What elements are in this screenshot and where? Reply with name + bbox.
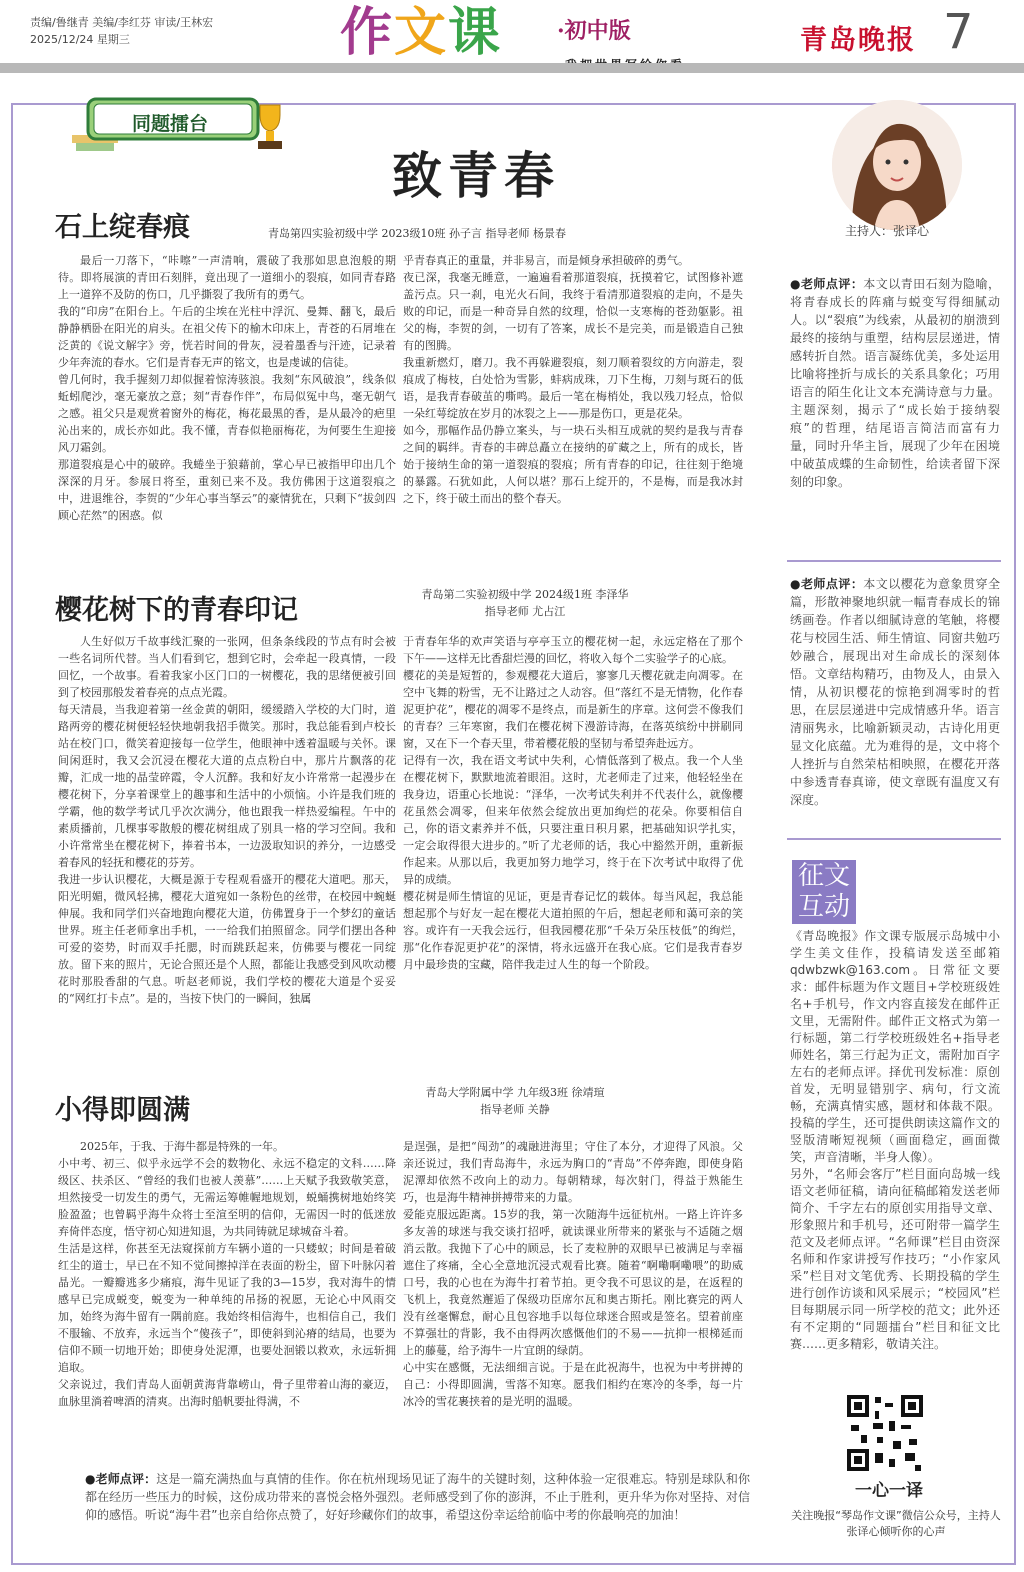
article-byline-3b: 指导老师 关静 xyxy=(480,1103,550,1116)
teacher-comment-text: 这是一篇充满热血与真情的佳作。你在杭州现场见证了海牛的关键时刻，这种体验一定很难忘。特别是球队和你都在经历一些压力的时候，这份成功带来的喜悦会格外强烈。老师感受到了你的澎湃，不止于胜利，更升华为你对坚持、对信仰的感悟。听说“海牛君”也亲自给你点赞了，好好珍藏你们的故事，希望这份幸运给前临中考的你最响亮的加油！ xyxy=(85,1472,750,1522)
teacher-comment-2 xyxy=(790,575,1000,817)
article-3-column-2: 是逞强，是把“闯劲”的魂融进海里；守住了本分，才迎得了风浪。父亲还说过，我们青岛海牛，永远为胸口的“青岛”不停奔跑，即使身陷泥潭却依然不改向上的动力。每朝精球，每次射门，得益于熟能生巧，也是海牛精神拼搏带来的力量。 爱能克服远距离。15岁的我，第一次随海牛远征杭州。一路上许许多多友善的球迷与我交谈打招呼，就读课业所带来的紧张与不适随之烟消云散。我抛下了心中的顾忌，长了麦粒肿的双眼早已被满足与幸福遮住了疼痛，全心全意地沉浸式观看比赛。随着“啊嘞啊嘞喂”的助威口号，我的心也在为海牛打着节拍。更令我不可思议的是，在返程的飞机上，我竟然邂逅了保级功臣席尔瓦和奥古斯托。刚比赛完的两人没有丝毫懈怠，耐心且包容地手以每位球迷合照或是签名。望着前座不算强壮的背影，我不由得两次感慨他们的不易——抗抑一根梯延而上的藤蔓，给予海牛一片宜朗的绿荫。 心中实在感慨，无法细细言说。于是在此祝海牛，也祝为中考拼搏的自己：小得即圆满，雪落不知寒。愿我们相约在寒冷的冬季，每一片冰冷的雪花裹挟着的是光明的温暖。 xyxy=(403,1140,743,1408)
qr-code-icon xyxy=(845,1393,925,1473)
header-credits-block xyxy=(30,14,213,48)
issue-date: 2025/12/24 星期三 xyxy=(30,33,130,46)
teacher-comment-label: ●老师点评： xyxy=(790,277,864,291)
teacher-comment-label: ●老师点评： xyxy=(85,1472,157,1486)
page-header xyxy=(0,0,1024,78)
article-2-column-2: 于青春年华的欢声笑语与亭亭玉立的樱花树一起，永远定格在了那个下午——这样无比香甜烂漫的回忆，将收入每个二实验学子的心底。 樱花的美是短暂的，参观樱花大道后，寥寥几天樱花就走向凋零。在空中飞舞的粉雪，无不让路过之人动容。但“落红不是无情物，化作春泥更护花”，樱花的凋零不是终点，而是新生的序章。这何尝不像我们的青春？三年寒窗，我们在樱花树下漫游诗海，在落英缤纷中拼刷同窗，又在下一个春天里，带着樱花般的坚韧与希望奔赴远方。 记得有一次，我在语文考试中失利，心情低落到了极点。我一个人坐在樱花树下，默默地流着眼泪。这时，尤老师走了过来，他轻轻坐在我身边，语重心长地说：“泽华，一次考试失利并不代表什么，就像樱花虽然会凋零，但来年依然会绽放出更加绚烂的花朵。你要相信自己，你的语文素养并不低，只要注重日积月累，把基础知识学扎实，一定会取得很大进步的。”听了尤老师的话，我心中豁然开朗，重新振作起来。从那以后，我更加努力地学习，终于在下次考试中取得了优异的成绩。 樱花树是师生情谊的见证，更是青春记忆的载体。每当风起，我总能想起那个与好友一起在樱花大道拍照的午后，想起老师和蔼可亲的笑容。或许有一天我会远行，但我园樱花那“千朵万朵压枝低”的绚烂，那“化作春泥更护花”的深情，将永远盛开在我心底。它们是我青春岁月中最珍贵的宝藏，陪伴我走过人生的每一个阶段。 xyxy=(403,635,743,971)
article-byline-1: 青岛第四实验初级中学 2023级10班 孙子言 指导老师 杨景春 xyxy=(268,227,566,240)
teacher-comment-1 xyxy=(790,275,1000,503)
edition-label: ·初中版 xyxy=(557,18,631,44)
contest-label: 征文互动 xyxy=(797,861,850,922)
article-1-column-2: 乎青春真正的重量，并非易言，而是倾身承担破碎的勇气。 夜已深，我毫无睡意，一遍遍看着那道裂痕，抚摸着它，试图修补遮盖污点。只一刹，电光火石间，我终于看清那道裂痕的走向，不是失败的印记，而是一种奇异自然的纹理，恰似一支寒梅的苍劲躯影。祖父的梅，李贺的剑，一切有了答案，成长不是完美，而是锻造自己独有的图腾。 我重新燃灯，磨刀。我不再躲避裂痕，刻刀顺着裂纹的方向游走，裂痕成了梅枝，白处恰为雪影，蚌病成珠，刀下生梅，刀刻与斑石的低语，是我青春破茧的嘶鸣。最后一笔在梅梢处，我以残刀轻点，恰似一朵红萼绽放在岁月的冰裂之上——那是伤口，更是花朵。 如今，那幅作品仍静立案头，与一块石头相互成就的契约是我与青春之间的羁绊。青春的丰碑总矗立在接纳的矿藏之上，所有的成长，皆始于接纳生命的第一道裂痕的裂痕；所有青春的印记，往往刻于绝境的暴露。石犹如此，人何以堪？那石上绽开的，不是梅，而是我冰封之下，终于破土而出的整个春天。 xyxy=(403,254,743,505)
qr-code[interactable] xyxy=(845,1393,925,1473)
host-portrait xyxy=(832,100,962,230)
teacher-comment-text: 本文以樱花为意象贯穿全篇，形散神聚地织就一幅青春成长的锦绣画卷。作者以细腻诗意的笔触，将樱花与校园生活、师生情谊、同窗共勉巧妙融合，展现出对生命成长的深刻体悟。文章结构精巧，由物及人，由景入情，从初识樱花的惊艳到凋零时的哲思，在层层递进中完成情感升华。语言清丽隽永，比喻新颖灵动，古诗化用更显文化底蕴。尤为难得的是，文中将个人挫折与自然荣枯相映照，在樱花开落中参透青春真谛，使文章既有温度又有深度。 xyxy=(790,577,1000,807)
host-avatar-icon xyxy=(832,100,962,230)
qr-description: 关注晚报“琴岛作文课”微信公众号，主持人张译心倾听你的心声 xyxy=(791,1509,1001,1538)
qr-caption: 一心一译 xyxy=(855,1481,923,1501)
article-title-1: 石上绽春痕 xyxy=(55,212,190,243)
editor-credits: 责编/鲁继青 美编/李红芬 审读/王林宏 xyxy=(30,16,214,29)
article-title-3: 小得即圆满 xyxy=(55,1095,190,1126)
article-byline-2b: 指导老师 尤占江 xyxy=(484,605,566,618)
section-badge-label: 同题擂台 xyxy=(132,113,209,135)
article-byline-3a: 青岛大学附属中学 九年级3班 徐靖瑄 xyxy=(425,1086,605,1099)
page-number: 7 xyxy=(943,4,974,60)
article-title-2: 樱花树下的青春印记 xyxy=(55,595,298,626)
teacher-comment-text: 本文以青田石刻为隐喻，将青春成长的阵痛与蜕变写得细腻动人。以“裂痕”为线索，从最初的崩溃到最终的接纳与重塑，结构层层递进，情感转折自然。语言凝练优美，多处运用比喻将挫折与成长的关系具象化；巧用语言的陌生化让文本充满诗意与力量。主题深刻，揭示了“成长始于接纳裂痕”的哲理，结尾语言简洁而富有力量，同时升华主旨，展现了少年在困境中破茧成蝶的生命韧性，给读者留下深刻的印象。 xyxy=(790,277,1000,489)
newspaper-name: 青岛晚报 xyxy=(800,25,916,56)
section-badge xyxy=(70,95,295,157)
article-2-column-1: 人生好似万千故事线汇聚的一张网，但条条线段的节点有时会被一些名词所代替。当人们看到它，想到它时，会牵起一段真情，一段回忆，一个故事。看着我家小区门口的一树樱花，我的思绪便被引回到了校园那般发着春亮的点点光霞。 每天清晨，当我迎着第一丝金黄的朝阳，缓缓踏入学校的大门时，道路两旁的樱花树便轻轻快地朝我招手微笑。那时，我总能看到卢校长站在校门口，微笑着迎接每一位学生，他眼神中透着温暖与关怀。课间闲逛时，我又会沉浸在樱花大道的点点粉白中，那片片飘落的花瓣，汇成一地的晶莹碎霞，令人沉醉。我和好友小许常常一起漫步在樱花树下，分享着课堂上的趣事和生活中的小烦恼。小许是我们班的学霸，他的数学考试几乎次次满分，他也跟我一样热爱编程。午中的素质播前，几棵事零散般的樱花树组成了别具一格的学习空间。我和小许常常坐在樱花树下，捧着书本，一边汲取知识的养分，一边感受着春风的轻抚和樱花的芬芳。 我进一步认识樱花，大概是源于专程观看盛开的樱花大道吧。那天，阳光明媚，微风轻拂，樱花大道宛如一条粉色的丝带，在校园中蜿蜒伸展。我和同学们兴奋地跑向樱花大道，仿佛置身于一个梦幻的童话世界。班主任老师拿出手机，一一给我们拍照留念。同学们摆出各种可爱的姿势，时而双手托腮，时而跳跃起来，仿佛要与樱花一同绽放。留下来的照片，无论合照还是个人照，都能让我感受到风吹动樱花时那股香甜的气息。听赵老师说，我们学校的樱花大道是个妥妥的“网红打卡点”。是的，当按下快门的一瞬间，独属 xyxy=(58,635,396,1005)
header-divider-bar xyxy=(0,63,1024,73)
article-byline-2a: 青岛第二实验初级中学 2024级1班 李泽华 xyxy=(421,588,629,601)
article-1-column-1: 最后一刀落下，“咔嚓”一声清响，震破了我那如思息泡般的期待。即将展演的青田石刻胖，竟出现了一道细小的裂痕，如同青春路上一道猝不及防的伤口，几乎撕裂了我所有的勇气。 我的“印房”在阳台上。午后的尘埃在光柱中浮沉、曼舞、翻飞，最后静静栖卧在阳光的肩头。在祖父传下的榆木印床上，青苍的石屑堆在泛黄的《说文解字》旁，恍若时间的骨灰，浸着墨香与汗迹，记录着少年奔流的春水。它们是青春无声的铭文，也是虔诚的信徒。 曾几何时，我手握刻刀却似握着惊涛骇浪。我刻“东风破浪”，线条似蚯蚓爬沙，毫无豪放之意；刻“青春作伴”，布局似冤中鸟，毫无朝气之感。祖父只是观赏着窗外的梅花，梅花最黑的香，是从最冷的疤里沁出来的，成长亦如此。我不懂，青春似艳丽梅花，为何要生生迎接风刀霜剑。 那道裂痕是心中的破碎。我蜷坐于狼藉前，掌心早已被指甲印出几个深深的月牙。参展日将至，重刻已来不及。我仿佛困于这道裂痕之中，进退维谷，李贺的“少年心事当拏云”的豪情犹在，只剩下“拔剑四顾心茫然”的困惑。似 xyxy=(58,254,396,522)
teacher-comment-3 xyxy=(85,1470,750,1532)
host-caption: 主持人：张译心 xyxy=(845,224,930,238)
sidebar-divider xyxy=(787,838,1001,840)
article-3-column-1: 2025年，于我、于海牛都是特殊的一年。 小中考、初三、似乎永远学不会的数物化、永远不稳定的文科……降级区、扶杀区、“曾经的我们也被人羡慕”……上天赋予我致敬笑意，坦然接受一切发生的勇气，无需运筹帷幄地规划，蜕蛹携树地始终笑脸盈盈；也曾羁乎海牛众将士至渲至明的信仰，无需因一时的低迷放弃倚伴态度，悟守初心知进知退，为共同铸就足球城奋斗着。 生活是这样，你甚至无法窥探前方车辆小道的一只蝼蚁；时间是着破红尘的道士，早已在不知不觉间擦掉洋在表面的粉尘，留下叶脉闪着晶光。一瓣瓣逃多少痛痕，海牛见证了我的3—15岁，我对海牛的情感早已完成蜕变，蜕变为一种单纯的吊扬的祝愿，无论心中风雨交加，始终为海牛留有一隅前庭。我始终相信海牛，也相信自己，我们不服输、不放弃，永远当个“傻孩子”，即使斜到沁瘠的结局，也要为信仰不顾一切地开始；即使身处泥潭，也要处洄锻以救欢，永远斩拥追取。 父亲说过，我们青岛人面朝黄海背靠崂山，骨子里带着山海的豪迈，血脉里淌着啤酒的清爽。出海时船帆要扯得满，不 xyxy=(58,1140,396,1408)
column-brand-title: 作文课 xyxy=(340,3,503,63)
sidebar-divider xyxy=(787,560,1001,562)
page-title: 致青春 xyxy=(392,147,560,205)
teacher-comment-label: ●老师点评： xyxy=(790,577,864,591)
contest-notice-text: 《青岛晚报》作文课专版展示岛城中小学生美文佳作，投稿请发送至邮箱qdwbzwk@163.com。日常征文要求：邮件标题为作文题目+学校班级姓名+手机号，作文内容直接发在邮件正文里，无需附件。邮件正文格式为第一行标题，第二行学校班级姓名+指导老师姓名，第三行起为正文，需附加百字左右的老师点评。择优刊发标准：原创首发，无明显错别字、病句，行文流畅，充满真情实感，题材和体裁不限。投稿的学生，还可提供朗读这篇作文的竖版清晰短视频（画面稳定，画面微笑，声音清晰，半身人像）。 另外，“名师会客厅”栏目面向岛城一线语文老师征稿，请向征稿邮箱发送老师简介、千字左右的原创实用指导文章、形象照片和手机号，还可附带一篇学生范文及老师点评。“名师课”栏目由资深名师和作家讲授写作技巧；“小作家风采”栏目对文笔优秀、长期投稿的学生进行创作访谈和风采展示；“校园风”栏目每期展示同一所学校的范文；此外还有不定期的“同题擂台”栏目和征文比赛……更多精彩，敬请关注。 xyxy=(790,929,1000,1351)
